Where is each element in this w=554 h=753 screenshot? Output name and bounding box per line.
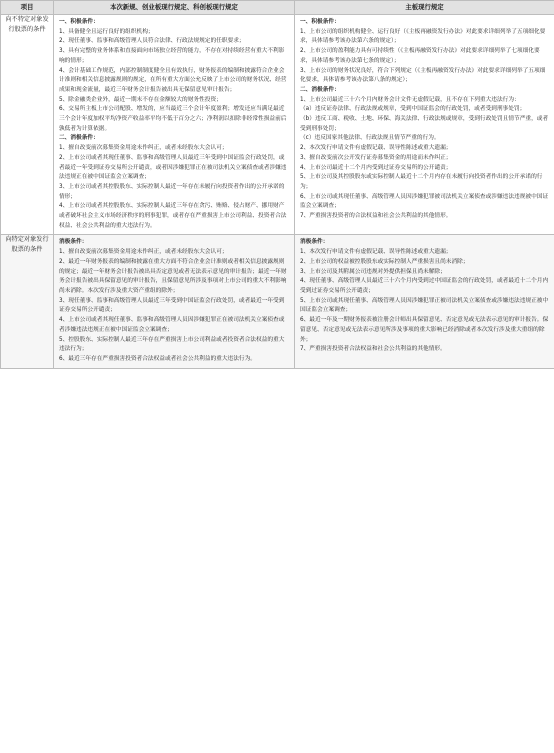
condition-item: 1、上市公司的组织机构健全、运行良好（《主板再融资发行办法》对此要求详细列举了五项细化要求，具体请参考该办法第六条的规定）； <box>300 28 546 45</box>
condition-item: （b）违反工商、税收、土地、环保、海关法律、行政法规或规章，受到行政处罚且情节严重，或者受到刑事处罚； <box>300 116 549 132</box>
main-board-cell <box>295 235 554 368</box>
condition-item: 6、交易所主板上市公司配股、增发的，应当最近三个会计年度盈利；增发还应当满足最近三个会计年度加权平均净资产收益率平均不低于百分之六；净利润以扣除非经常性损益前后孰低者为计算依据。 <box>59 106 287 132</box>
condition-heading: 一、积极条件： <box>59 19 99 25</box>
new-rules-cell <box>54 235 295 368</box>
condition-item: 1、上市公司最近三十六个月内财务会计文件无虚假记载，且不存在下列重大违法行为： <box>300 96 520 103</box>
condition-item: 7、严重损害投资者的合法权益和社会公共利益的其他情形。 <box>300 213 452 220</box>
condition-item: 3、具有完整的业务体系和直接面向市场独立经营的能力，不存在对持续经营有重大不利影响的情形； <box>59 48 285 64</box>
condition-item: 5、上市公司或其现任董事、高级管理人员因涉嫌犯罪正被司法机关立案侦查或涉嫌违法违规正被中国证监会立案调查； <box>300 297 549 314</box>
condition-item: 4、现任董事、高级管理人员最近三十六个月内受到过中国证监会的行政处罚，或者最近十二个月内受到过证券交易所公开谴责； <box>300 278 549 294</box>
condition-item: 4、上市公司或者其现任董事、监事和高级管理人员因涉嫌犯罪正在被司法机关立案侦查或者涉嫌违法违规正在被中国证监会立案调查； <box>59 317 285 333</box>
condition-item: 3、擅自改变前次公开发行证券募集资金的用途而未作纠正； <box>300 154 452 161</box>
condition-item: （c）违反国家其他法律、行政法规且情节严重的行为。 <box>300 135 440 142</box>
condition-item: 7、严重损害投资者合法权益和社会公共利益的其他情形。 <box>300 346 446 353</box>
table-row <box>1 235 554 368</box>
condition-item: 6、上市公司或其现任董事、高级管理人员因涉嫌犯罪被司法机关立案侦查或涉嫌违法违规被中国证监会立案调查； <box>300 193 549 210</box>
condition-item: 2、现任董事、监事和高级管理人员符合法律、行政法规规定的任职要求； <box>59 38 245 45</box>
condition-heading: 消极条件： <box>59 239 88 246</box>
condition-item: 2、上市公司的权益被控股股东或实际控制人严重损害且尚未消除； <box>300 258 469 265</box>
condition-item: 5、上市公司及其控股股东或实际控制人最近十二个月内存在未履行向投资者作出的公开承诺的行为； <box>300 174 543 190</box>
table-header-row <box>1 1 554 15</box>
condition-item: 4、上市公司最近十二个月内受到过证券交易所的公开谴责； <box>300 164 452 171</box>
condition-item: （a）违反证券法律、行政法规或规章，受到中国证监会的行政处罚，或者受到刑事处罚； <box>300 106 526 113</box>
condition-item: 2、上市公司的盈利能力具有可持续性（《主板再融资发行办法》对此要求详细列举了七项细化要求，具体请参考该办法第七条的规定）； <box>300 48 540 64</box>
condition-item: 5、除金融类企业外，最近一期末不存在金额较大的财务性投资； <box>59 96 222 103</box>
condition-item: 6、最近三年存在严重损害投资者合法权益或者社会公共利益的重大违法行为。 <box>59 355 256 362</box>
condition-item: 1、擅自改变前次募集资金用途未作纠正，或者未经股东大会认可； <box>59 249 228 256</box>
header-item: 项目 <box>1 1 54 15</box>
condition-item: 3、上市公司及其附属公司违规对外提供担保且尚未解除； <box>300 268 446 275</box>
condition-item: 1、具备健全且运行良好的组织机构； <box>59 28 154 35</box>
condition-heading: 二、消极条件： <box>300 86 340 93</box>
condition-item: 6、最近一年及一期财务报表被注册会计师出具保留意见、否定意见或无法表示意见的审计报告。保留意见、否定意见或无法表示意见所涉及事项的重大影响已经消除或者本次发行涉及重大重组的除外； <box>300 317 549 343</box>
comparison-table <box>0 0 554 369</box>
condition-item: 3、上市公司或者其控股股东、实际控制人最近一年存在未履行向投资者作出的公开承诺的情形； <box>59 183 285 200</box>
condition-item: 5、控股股东、实际控制人最近三年存在严重损害上市公司利益或者投资者合法权益的重大违法行为； <box>59 336 285 353</box>
condition-item: 1、擅自改变前次募集资金用途未作纠正，或者未经股东大会认可； <box>59 145 228 152</box>
header-main-board: 主板现行规定 <box>295 1 554 15</box>
condition-item: 2、最近一年财务报表的编制和披露在重大方面不符合企业会计准则或者相关信息披露规则的规定；最近一年财务会计报告被出具否定意见或者无法表示意见的审计报告；最近一年财务会计报告被出具保留意见的审计报告，且保留意见所涉及事项对上市公司的重大不利影响尚未消除。本次发行涉及重大资产重组的除外； <box>59 258 287 294</box>
condition-item: 2、本次发行申请文件有虚假记载、误导性陈述或重大遗漏； <box>300 145 452 152</box>
condition-item: 4、上市公司或者其控股股东、实际控制人最近三年存在贪污、贿赂、侵占财产、挪用财产或者破坏社会主义市场经济秩序的刑事犯罪，或者存在严重损害上市公司利益、投资者合法权益、社会公共利益的重大违法行为。 <box>59 203 287 229</box>
condition-heading: 一、积极条件： <box>300 19 340 25</box>
table-row <box>1 15 554 235</box>
condition-item: 3、现任董事、监事和高级管理人员最近三年受到中国证监会行政处罚，或者最近一年受到证券交易所公开谴责； <box>59 297 285 314</box>
header-new-rules: 本次新规、创业板现行规定、科创板现行规定 <box>54 1 295 15</box>
condition-item: 3、上市公司的财务状况良好，符合下列规定（《主板再融资发行办法》对此要求详细列举了五项细化要求，具体请参考该办法第八条的规定）； <box>300 67 546 84</box>
condition-item: 1、本次发行申请文件有虚假记载、误导性陈述或重大遗漏； <box>300 249 452 256</box>
condition-heading: 消极条件： <box>300 239 329 246</box>
main-board-cell <box>295 15 554 235</box>
condition-item: 4、会计基础工作规范，内部控制制度健全且有效执行，财务报表的编制和披露符合企业会计准则和相关信息披露规则的规定，在所有重大方面公允反映了上市公司的财务状况、经营成果和现金流量，最近三年财务会计报告被出具无保留意见审计报告； <box>59 67 287 93</box>
new-rules-cell <box>54 15 295 235</box>
condition-item: 2、上市公司或者其现任董事、监事和高级管理人员最近三年受到中国证监会行政处罚，或者最近一年受到证券交易所公开谴责，或者因涉嫌犯罪正在被司法机关立案侦查或者涉嫌违法违规正在被中国证监会立案调查； <box>59 154 287 181</box>
condition-heading: 二、消极条件： <box>59 135 99 142</box>
row-label: 向不特定对象发行股票的条件 <box>1 15 54 235</box>
row-label: 向特定对象发行股票的条件 <box>1 235 54 368</box>
